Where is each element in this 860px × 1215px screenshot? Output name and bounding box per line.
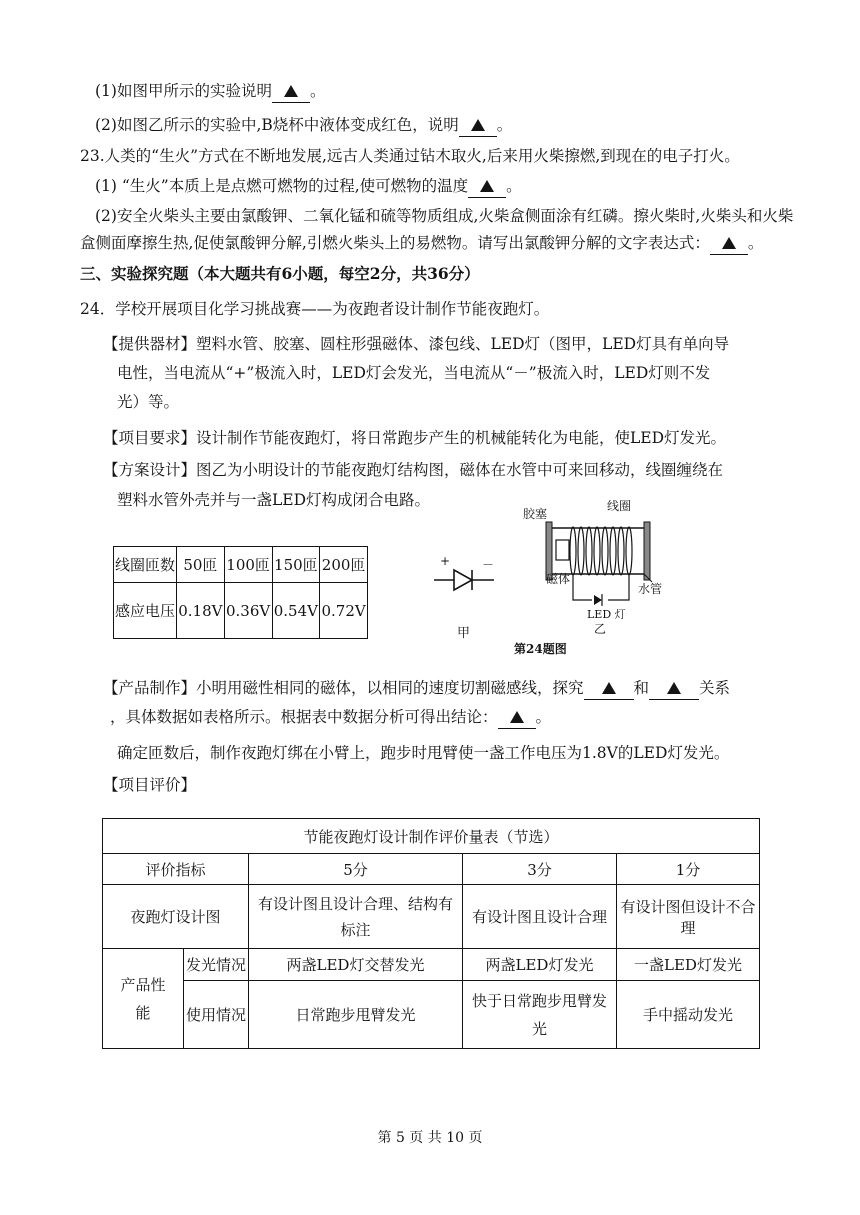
eval-cell: 日常跑步甩臂发光: [249, 981, 463, 1049]
q23-part2-line1: (2)安全火柴头主要由氯酸钾、二氧化锰和硫等物质组成,火柴盒侧面涂有红磷。擦火柴时,火柴头和火柴: [95, 207, 794, 225]
eval-cell: 有设计图但设计不合理: [617, 885, 760, 949]
eval-cell: 两盏LED灯发光: [463, 949, 617, 981]
page-footer: 第 5 页 共 10 页: [377, 1130, 483, 1146]
q22-part1: (1)如图甲所示的实验说明 。: [95, 80, 325, 103]
answer-blank: [584, 677, 634, 700]
q24-evaluation-title: 【项目评价】: [103, 776, 197, 794]
eval-header-1: 1分: [617, 854, 760, 885]
answer-blank: [710, 232, 748, 255]
led-label: LED 灯: [587, 608, 626, 621]
triangle-icon: [480, 180, 494, 192]
table-cell: 100匝: [224, 547, 272, 583]
eval-cell: 有设计图且设计合理: [463, 885, 617, 949]
eval-header-3: 3分: [463, 854, 617, 885]
q23-stem: 23.人类的“生火”方式在不断地发展,远古人类通过钻木取火,后来用火柴擦燃,到现在的电子打火。: [80, 147, 740, 165]
pipe-label: 水管: [638, 582, 663, 596]
triangle-icon: [471, 119, 485, 131]
eval-row-label: 发光情况: [184, 949, 249, 981]
q24-design-line2: 塑料水管外壳并与一盏LED灯构成闭合电路。: [117, 491, 431, 509]
table-cell: 50匝: [177, 547, 225, 583]
eval-cell: 两盏LED灯交替发光: [249, 949, 463, 981]
q24-materials-line1: 【提供器材】塑料水管、胶塞、圆柱形强磁体、漆包线、LED灯（图甲，LED灯具有单向导: [103, 335, 730, 353]
q24-product-line2: ，具体数据如表格所示。根据表中数据分析可得出结论： 。: [110, 706, 551, 729]
triangle-icon: [284, 85, 298, 97]
eval-row-label: 使用情况: [184, 981, 249, 1049]
section-title: 三、实验探究题（本大题共有6小题，每空2分，共36分）: [80, 264, 480, 283]
table-cell: 0.18V: [177, 583, 225, 639]
plus-sign: +: [440, 554, 451, 568]
q24-product-line1: 【产品制作】小明用磁性相同的磁体，以相同的速度切割磁感线，探究 和 关系: [103, 677, 730, 700]
answer-blank: [649, 677, 699, 700]
q24-design-line1: 【方案设计】图乙为小明设计的节能夜跑灯结构图，磁体在水管中可来回移动，线圈缠绕在: [103, 461, 724, 479]
eval-cell: 有设计图且设计合理、结构有标注: [249, 885, 463, 949]
q23-part1: (1) “生火”本质上是点燃可燃物的过程,使可燃物的温度 。: [95, 175, 522, 198]
figure-label-yi: 乙: [594, 622, 607, 636]
eval-cell: 一盏LED灯发光: [617, 949, 760, 981]
answer-blank: [272, 80, 310, 103]
eval-perf-label: 产品性能: [103, 949, 184, 1049]
q24-stem: 24．学校开展项目化学习挑战赛——为夜跑者设计制作节能夜跑灯。: [80, 300, 550, 318]
answer-blank: [468, 175, 506, 198]
table-cell: 150匝: [272, 547, 320, 583]
table-header: 线圈匝数: [114, 547, 177, 583]
evaluation-table: [102, 818, 760, 1049]
q24-materials-line3: 光）等。: [117, 393, 180, 411]
q23-part2-line2: 盒侧面摩擦生热,促使氯酸钾分解,引燃火柴头上的易燃物。请写出氯酸钾分解的文字表达式： 。: [80, 232, 763, 255]
q24-requirement: 【项目要求】设计制作节能夜跑灯，将日常跑步产生的机械能转化为电能，使LED灯发光。: [103, 429, 727, 447]
triangle-icon: [722, 237, 736, 249]
q22-part2: (2)如图乙所示的实验中,B烧杯中液体变成红色，说明 。: [95, 114, 512, 137]
triangle-icon: [602, 682, 616, 694]
answer-blank: [459, 114, 497, 137]
eval-header-index: 评价指标: [103, 854, 249, 885]
eval-header-5: 5分: [249, 854, 463, 885]
eval-cell: 手中摇动发光: [617, 981, 760, 1049]
eval-row-label: 夜跑灯设计图: [103, 885, 249, 949]
triangle-icon: [667, 682, 681, 694]
coil-voltage-table: [113, 546, 368, 639]
q24-materials-line2: 电性，当电流从“+”极流入时，LED灯会发光，当电流从“－”极流入时，LED灯则不发: [117, 364, 711, 382]
plug-label: 胶塞: [523, 507, 548, 521]
table-header: 感应电压: [114, 583, 177, 639]
eval-table-title: 节能夜跑灯设计制作评价量表（节选）: [103, 819, 760, 854]
table-cell: 200匝: [320, 547, 368, 583]
answer-blank: [498, 706, 536, 729]
minus-sign: －: [482, 558, 495, 572]
table-cell: 0.36V: [224, 583, 272, 639]
figure-label-jia: 甲: [457, 626, 471, 641]
table-cell: 0.54V: [272, 583, 320, 639]
figure-caption: 第24题图: [514, 642, 567, 656]
triangle-icon: [510, 711, 524, 723]
coil-label: 线圈: [607, 499, 632, 513]
q24-product-line3: 确定匝数后，制作夜跑灯绑在小臂上，跑步时甩臂使一盏工作电压为1.8V的LED灯发光。: [117, 744, 730, 762]
table-cell: 0.72V: [320, 583, 368, 639]
eval-cell: 快于日常跑步甩臂发光: [463, 981, 617, 1049]
magnet-label: 磁体: [546, 572, 571, 586]
